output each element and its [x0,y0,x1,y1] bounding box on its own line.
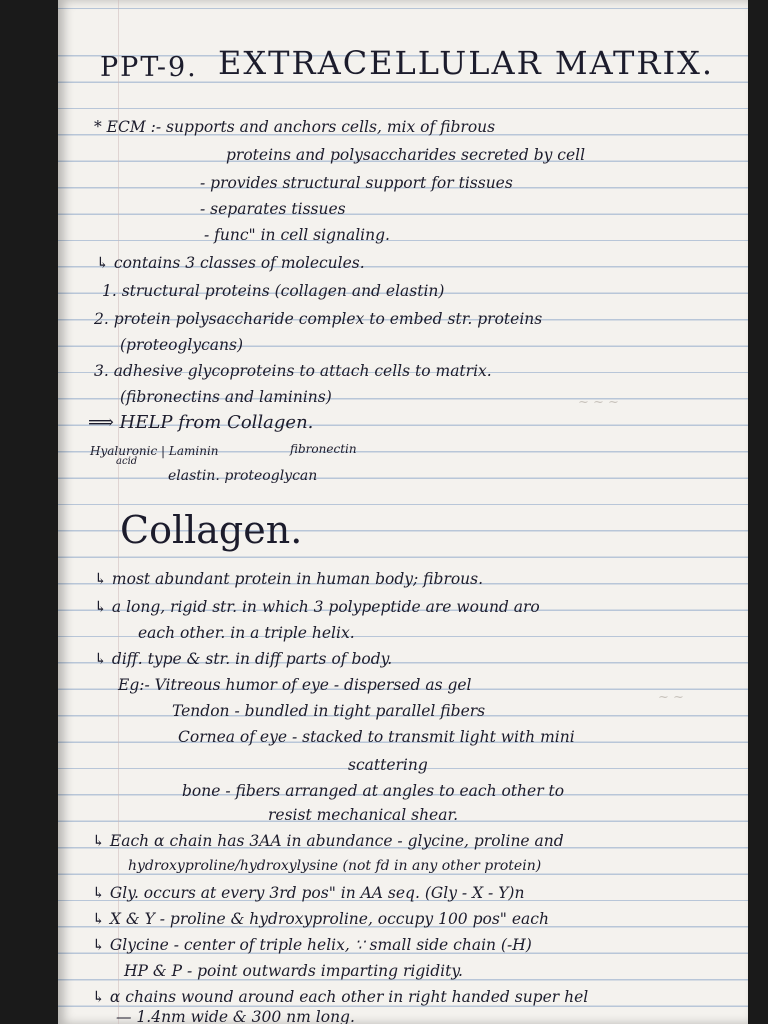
example-line: Cornea of eye - stacked to transmit light with mini [178,728,575,746]
note-line: (proteoglycans) [120,336,243,354]
note-line: ↳ a long, rigid str. in which 3 polypeptide are wound aro [94,598,540,616]
ecm-point: - provides structural support for tissues [200,174,513,192]
note-line: HP & P - point outwards imparting rigidity. [124,962,463,980]
note-line: ↳ Gly. occurs at every 3rd pos" in AA seq. (Gly - X - Y)n [92,884,525,902]
help-item: Hyaluronic | Laminin [90,444,219,458]
help-item: acid [116,456,138,467]
help-item: fibronectin [290,442,357,456]
note-line: 1. structural proteins (collagen and elastin) [102,282,445,300]
note-line: ↳ diff. type & str. in diff parts of body. [94,650,393,668]
page-title: EXTRACELLULAR MATRIX. [218,44,715,82]
example-line: scattering [348,756,428,774]
note-line: ↳ X & Y - proline & hydroxyproline, occupy 100 pos" each [92,910,549,928]
example-line: Tendon - bundled in tight parallel fibers [172,702,486,720]
note-line: ↳ α chains wound around each other in right handed super hel [92,988,589,1006]
help-item: elastin. proteoglycan [168,468,318,484]
ecm-definition-cont: proteins and polysaccharides secreted by cell [226,146,586,164]
note-line: hydroxyproline/hydroxylysine (not fd in any other protein) [128,858,542,874]
note-line: each other. in a triple helix. [138,624,355,642]
note-line: — 1.4nm wide & 300 nm long. [116,1008,355,1024]
help-mnemonic: ⟹ HELP from Collagen. [88,412,314,433]
bleed-through-text: ~ ~ ~ [578,395,619,410]
ecm-definition: * ECM :- supports and anchors cells, mix of fibrous [94,118,496,136]
note-line: 2. protein polysaccharide complex to embed str. proteins [94,310,543,328]
note-line: ↳ most abundant protein in human body; fibrous. [94,570,484,588]
note-line: ↳ Glycine - center of triple helix, ∵ small side chain (-H) [92,936,532,954]
bleed-through-text: ~ ~ [658,690,684,705]
note-line: (fibronectins and laminins) [120,388,332,406]
notebook-page [58,0,748,1024]
note-line: ↳ contains 3 classes of molecules. [96,254,365,272]
example-line: resist mechanical shear. [268,806,459,824]
section-heading: Collagen. [120,508,303,552]
margin-line [118,0,119,1024]
note-line: 3. adhesive glycoproteins to attach cells to matrix. [94,362,492,380]
ecm-point: - func" in cell signaling. [204,226,390,244]
example-line: Eg:- Vitreous humor of eye - dispersed as gel [118,676,472,694]
example-line: bone - fibers arranged at angles to each other to [182,782,565,800]
ecm-point: - separates tissues [200,200,346,218]
page-prefix: PPT-9. [100,52,198,83]
note-line: ↳ Each α chain has 3AA in abundance - glycine, proline and [92,832,564,850]
